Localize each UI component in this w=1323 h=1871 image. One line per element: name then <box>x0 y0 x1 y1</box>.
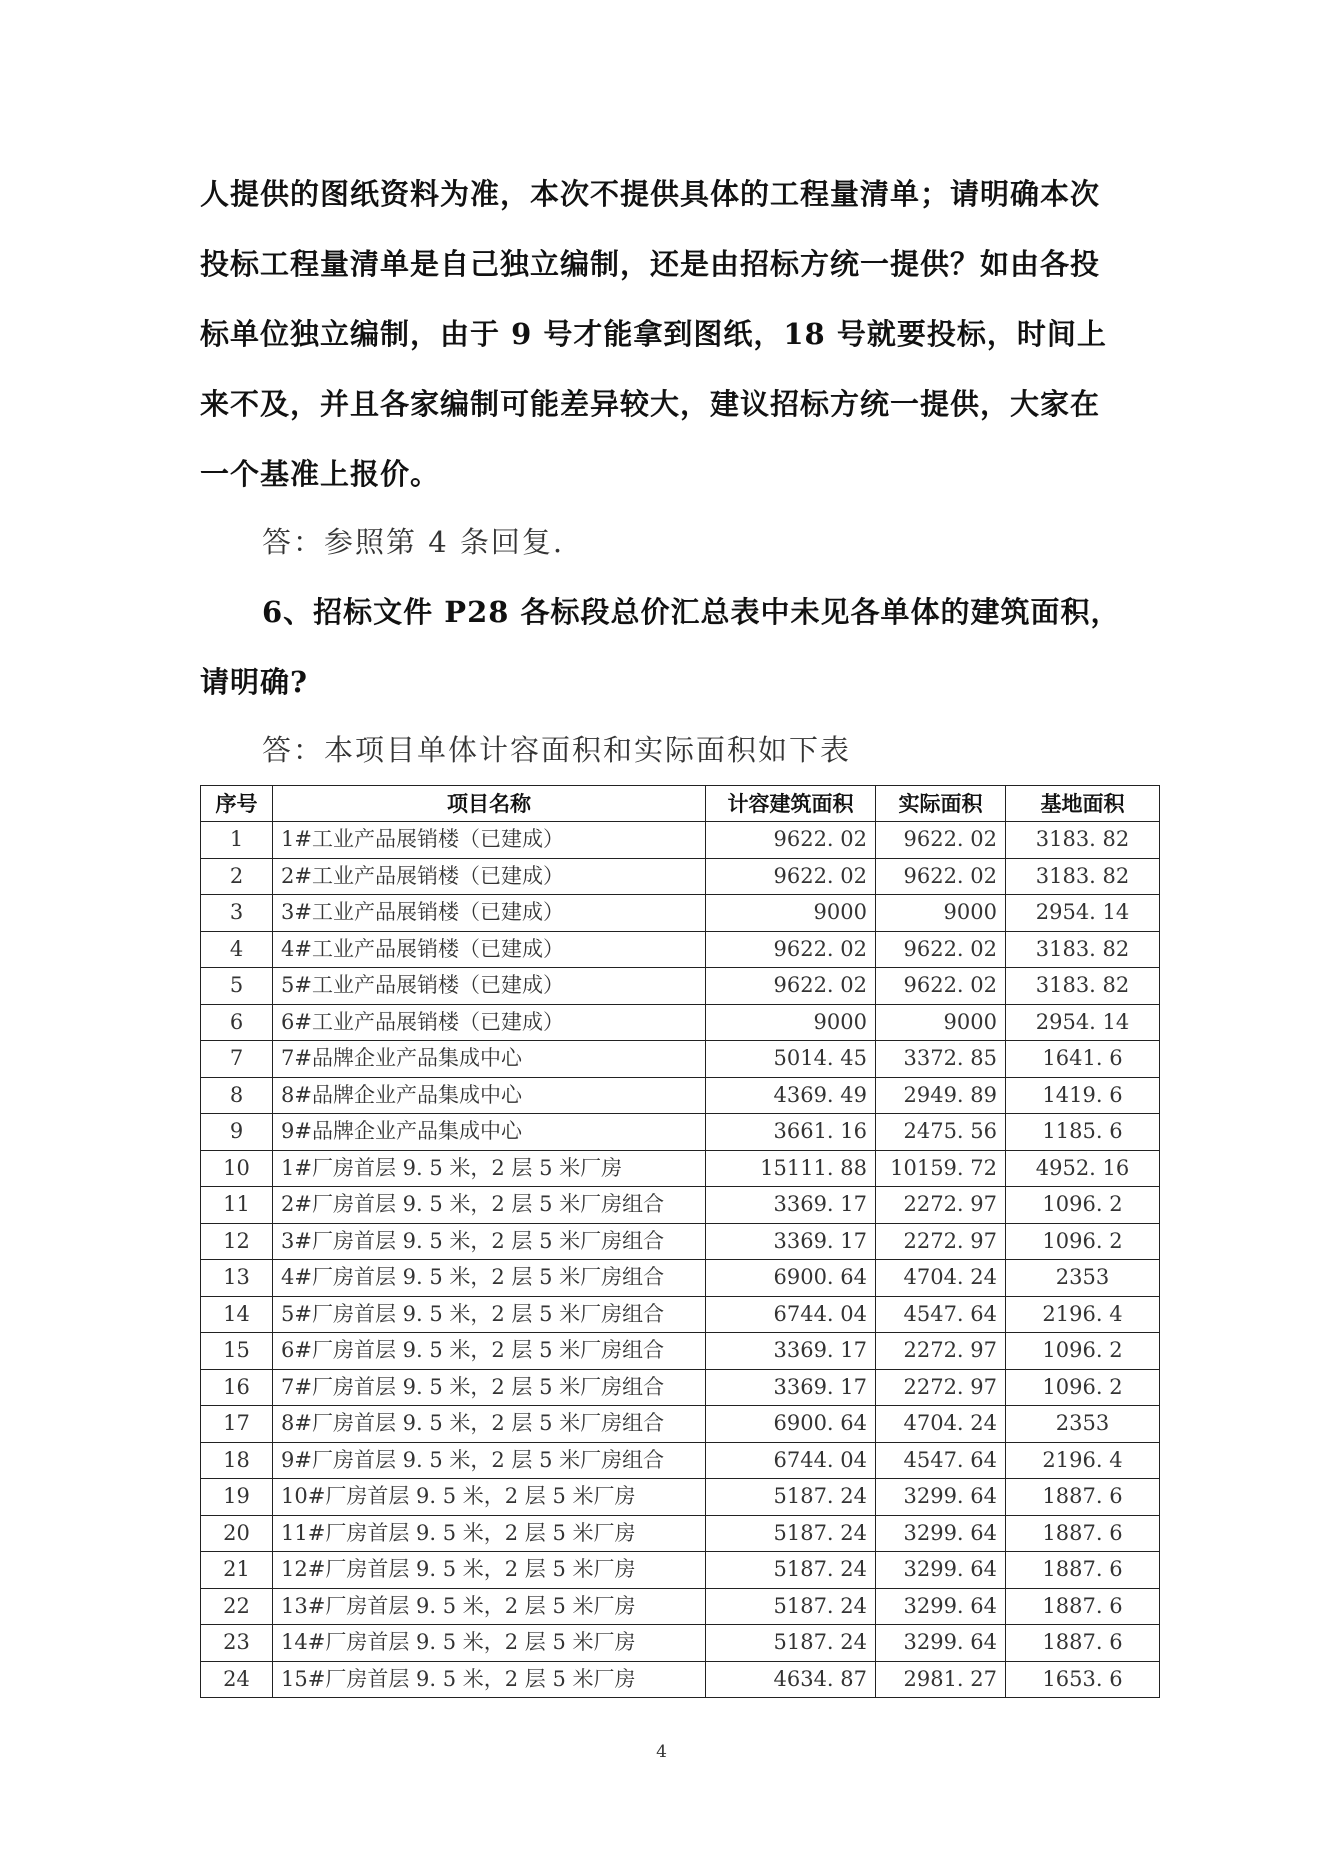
row-index: 12 <box>201 1223 273 1260</box>
row-site-area: 1641. 6 <box>1006 1041 1160 1078</box>
row-floor-area: 3369. 17 <box>706 1187 876 1224</box>
header-actual-area: 实际面积 <box>876 786 1006 822</box>
row-index: 23 <box>201 1625 273 1662</box>
row-index: 8 <box>201 1077 273 1114</box>
row-site-area: 4952. 16 <box>1006 1150 1160 1187</box>
row-actual-area: 9622. 02 <box>876 822 1006 859</box>
row-site-area: 1096. 2 <box>1006 1187 1160 1224</box>
row-project-name: 9#厂房首层 9. 5 米，2 层 5 米厂房组合 <box>273 1442 706 1479</box>
table-row <box>201 1479 1160 1516</box>
row-project-name: 6#工业产品展销楼（已建成） <box>273 1004 706 1041</box>
row-index: 17 <box>201 1406 273 1443</box>
row-project-name: 14#厂房首层 9. 5 米，2 层 5 米厂房 <box>273 1625 706 1662</box>
row-site-area: 2954. 14 <box>1006 1004 1160 1041</box>
row-index: 11 <box>201 1187 273 1224</box>
row-index: 16 <box>201 1369 273 1406</box>
question-6-line-2: 请明确? <box>200 665 308 699</box>
answer-1: 答：参照第 4 条回复. <box>262 525 565 559</box>
table-row <box>201 822 1160 859</box>
row-site-area: 1419. 6 <box>1006 1077 1160 1114</box>
table-row <box>201 1077 1160 1114</box>
row-project-name: 4#工业产品展销楼（已建成） <box>273 931 706 968</box>
row-site-area: 2196. 4 <box>1006 1442 1160 1479</box>
header-site-area: 基地面积 <box>1006 786 1160 822</box>
paragraph-line-4: 来不及，并且各家编制可能差异较大，建议招标方统一提供，大家在 <box>200 387 1101 421</box>
row-project-name: 5#厂房首层 9. 5 米，2 层 5 米厂房组合 <box>273 1296 706 1333</box>
row-index: 21 <box>201 1552 273 1589</box>
table-row <box>201 968 1160 1005</box>
row-site-area: 1887. 6 <box>1006 1479 1160 1516</box>
page-number: 4 <box>656 1742 667 1762</box>
row-site-area: 1887. 6 <box>1006 1625 1160 1662</box>
row-floor-area: 3369. 17 <box>706 1369 876 1406</box>
table-row <box>201 1114 1160 1151</box>
row-actual-area: 9622. 02 <box>876 931 1006 968</box>
row-floor-area: 5187. 24 <box>706 1552 876 1589</box>
row-project-name: 3#工业产品展销楼（已建成） <box>273 895 706 932</box>
row-project-name: 12#厂房首层 9. 5 米，2 层 5 米厂房 <box>273 1552 706 1589</box>
row-project-name: 3#厂房首层 9. 5 米，2 层 5 米厂房组合 <box>273 1223 706 1260</box>
row-index: 14 <box>201 1296 273 1333</box>
row-project-name: 2#厂房首层 9. 5 米，2 层 5 米厂房组合 <box>273 1187 706 1224</box>
row-actual-area: 9622. 02 <box>876 968 1006 1005</box>
row-site-area: 1096. 2 <box>1006 1223 1160 1260</box>
row-index: 1 <box>201 822 273 859</box>
row-actual-area: 4704. 24 <box>876 1260 1006 1297</box>
row-floor-area: 3661. 16 <box>706 1114 876 1151</box>
row-index: 10 <box>201 1150 273 1187</box>
row-site-area: 1653. 6 <box>1006 1661 1160 1698</box>
row-floor-area: 9000 <box>706 1004 876 1041</box>
row-actual-area: 2949. 89 <box>876 1077 1006 1114</box>
table-row <box>201 1661 1160 1698</box>
row-actual-area: 9622. 02 <box>876 858 1006 895</box>
row-floor-area: 4369. 49 <box>706 1077 876 1114</box>
row-actual-area: 4547. 64 <box>876 1442 1006 1479</box>
row-index: 18 <box>201 1442 273 1479</box>
table-body <box>201 822 1160 1698</box>
row-project-name: 1#工业产品展销楼（已建成） <box>273 822 706 859</box>
row-floor-area: 5014. 45 <box>706 1041 876 1078</box>
row-floor-area: 5187. 24 <box>706 1625 876 1662</box>
row-site-area: 1887. 6 <box>1006 1552 1160 1589</box>
table-header-row <box>201 786 1160 822</box>
row-index: 13 <box>201 1260 273 1297</box>
row-index: 20 <box>201 1515 273 1552</box>
row-floor-area: 15111. 88 <box>706 1150 876 1187</box>
row-site-area: 1887. 6 <box>1006 1515 1160 1552</box>
row-index: 15 <box>201 1333 273 1370</box>
row-project-name: 9#品牌企业产品集成中心 <box>273 1114 706 1151</box>
row-site-area: 2353 <box>1006 1406 1160 1443</box>
row-actual-area: 4547. 64 <box>876 1296 1006 1333</box>
header-index: 序号 <box>201 786 273 822</box>
row-floor-area: 6744. 04 <box>706 1442 876 1479</box>
paragraph-line-5: 一个基准上报价。 <box>200 457 441 491</box>
row-index: 19 <box>201 1479 273 1516</box>
table-row <box>201 1150 1160 1187</box>
row-project-name: 13#厂房首层 9. 5 米，2 层 5 米厂房 <box>273 1588 706 1625</box>
row-site-area: 3183. 82 <box>1006 858 1160 895</box>
table-row <box>201 1041 1160 1078</box>
row-floor-area: 9000 <box>706 895 876 932</box>
table-row <box>201 858 1160 895</box>
row-index: 3 <box>201 895 273 932</box>
header-project-name: 项目名称 <box>273 786 706 822</box>
row-actual-area: 2272. 97 <box>876 1333 1006 1370</box>
row-actual-area: 2981. 27 <box>876 1661 1006 1698</box>
table-row <box>201 1588 1160 1625</box>
table-row <box>201 1406 1160 1443</box>
row-floor-area: 4634. 87 <box>706 1661 876 1698</box>
row-floor-area: 6744. 04 <box>706 1296 876 1333</box>
row-index: 6 <box>201 1004 273 1041</box>
row-actual-area: 3299. 64 <box>876 1588 1006 1625</box>
row-site-area: 1185. 6 <box>1006 1114 1160 1151</box>
row-actual-area: 3299. 64 <box>876 1515 1006 1552</box>
row-floor-area: 5187. 24 <box>706 1515 876 1552</box>
header-floor-area: 计容建筑面积 <box>706 786 876 822</box>
row-project-name: 7#品牌企业产品集成中心 <box>273 1041 706 1078</box>
row-actual-area: 3299. 64 <box>876 1625 1006 1662</box>
row-site-area: 3183. 82 <box>1006 931 1160 968</box>
row-project-name: 8#品牌企业产品集成中心 <box>273 1077 706 1114</box>
row-project-name: 1#厂房首层 9. 5 米，2 层 5 米厂房 <box>273 1150 706 1187</box>
row-site-area: 2353 <box>1006 1260 1160 1297</box>
row-actual-area: 2272. 97 <box>876 1369 1006 1406</box>
row-site-area: 3183. 82 <box>1006 822 1160 859</box>
table-row <box>201 931 1160 968</box>
question-6-line-1: 6、招标文件 P28 各标段总价汇总表中未见各单体的建筑面积， <box>262 595 1121 629</box>
row-index: 22 <box>201 1588 273 1625</box>
row-floor-area: 9622. 02 <box>706 822 876 859</box>
row-actual-area: 3299. 64 <box>876 1479 1006 1516</box>
row-project-name: 8#厂房首层 9. 5 米，2 层 5 米厂房组合 <box>273 1406 706 1443</box>
row-actual-area: 9000 <box>876 1004 1006 1041</box>
table-row <box>201 1625 1160 1662</box>
row-project-name: 6#厂房首层 9. 5 米，2 层 5 米厂房组合 <box>273 1333 706 1370</box>
area-table <box>200 785 1160 1698</box>
row-site-area: 1096. 2 <box>1006 1369 1160 1406</box>
table-row <box>201 1369 1160 1406</box>
row-actual-area: 2272. 97 <box>876 1223 1006 1260</box>
table-row <box>201 1187 1160 1224</box>
table-row <box>201 1552 1160 1589</box>
table-row <box>201 1442 1160 1479</box>
row-index: 24 <box>201 1661 273 1698</box>
row-floor-area: 5187. 24 <box>706 1588 876 1625</box>
row-site-area: 1887. 6 <box>1006 1588 1160 1625</box>
table-row <box>201 1260 1160 1297</box>
row-index: 5 <box>201 968 273 1005</box>
row-index: 4 <box>201 931 273 968</box>
paragraph-line-1: 人提供的图纸资料为准，本次不提供具体的工程量清单；请明确本次 <box>200 177 1101 211</box>
row-floor-area: 9622. 02 <box>706 968 876 1005</box>
row-site-area: 2196. 4 <box>1006 1296 1160 1333</box>
row-actual-area: 3372. 85 <box>876 1041 1006 1078</box>
row-floor-area: 9622. 02 <box>706 931 876 968</box>
table-row <box>201 1515 1160 1552</box>
row-project-name: 2#工业产品展销楼（已建成） <box>273 858 706 895</box>
row-floor-area: 6900. 64 <box>706 1260 876 1297</box>
row-site-area: 3183. 82 <box>1006 968 1160 1005</box>
row-actual-area: 9000 <box>876 895 1006 932</box>
row-project-name: 15#厂房首层 9. 5 米，2 层 5 米厂房 <box>273 1661 706 1698</box>
answer-2: 答：本项目单体计容面积和实际面积如下表 <box>262 733 852 767</box>
row-actual-area: 3299. 64 <box>876 1552 1006 1589</box>
row-index: 9 <box>201 1114 273 1151</box>
row-index: 2 <box>201 858 273 895</box>
row-floor-area: 5187. 24 <box>706 1479 876 1516</box>
row-actual-area: 2272. 97 <box>876 1187 1006 1224</box>
row-site-area: 1096. 2 <box>1006 1333 1160 1370</box>
paragraph-line-2: 投标工程量清单是自己独立编制，还是由招标方统一提供？如由各投 <box>200 247 1101 281</box>
row-project-name: 7#厂房首层 9. 5 米，2 层 5 米厂房组合 <box>273 1369 706 1406</box>
row-floor-area: 9622. 02 <box>706 858 876 895</box>
table-row <box>201 1296 1160 1333</box>
table-row <box>201 1004 1160 1041</box>
row-actual-area: 4704. 24 <box>876 1406 1006 1443</box>
row-floor-area: 6900. 64 <box>706 1406 876 1443</box>
row-site-area: 2954. 14 <box>1006 895 1160 932</box>
paragraph-line-3: 标单位独立编制，由于 9 号才能拿到图纸，18 号就要投标，时间上 <box>200 317 1107 351</box>
row-floor-area: 3369. 17 <box>706 1223 876 1260</box>
row-floor-area: 3369. 17 <box>706 1333 876 1370</box>
row-actual-area: 2475. 56 <box>876 1114 1006 1151</box>
table-row <box>201 1333 1160 1370</box>
row-project-name: 5#工业产品展销楼（已建成） <box>273 968 706 1005</box>
row-project-name: 4#厂房首层 9. 5 米，2 层 5 米厂房组合 <box>273 1260 706 1297</box>
row-index: 7 <box>201 1041 273 1078</box>
row-project-name: 10#厂房首层 9. 5 米，2 层 5 米厂房 <box>273 1479 706 1516</box>
table-row <box>201 1223 1160 1260</box>
row-project-name: 11#厂房首层 9. 5 米，2 层 5 米厂房 <box>273 1515 706 1552</box>
row-actual-area: 10159. 72 <box>876 1150 1006 1187</box>
table-row <box>201 895 1160 932</box>
